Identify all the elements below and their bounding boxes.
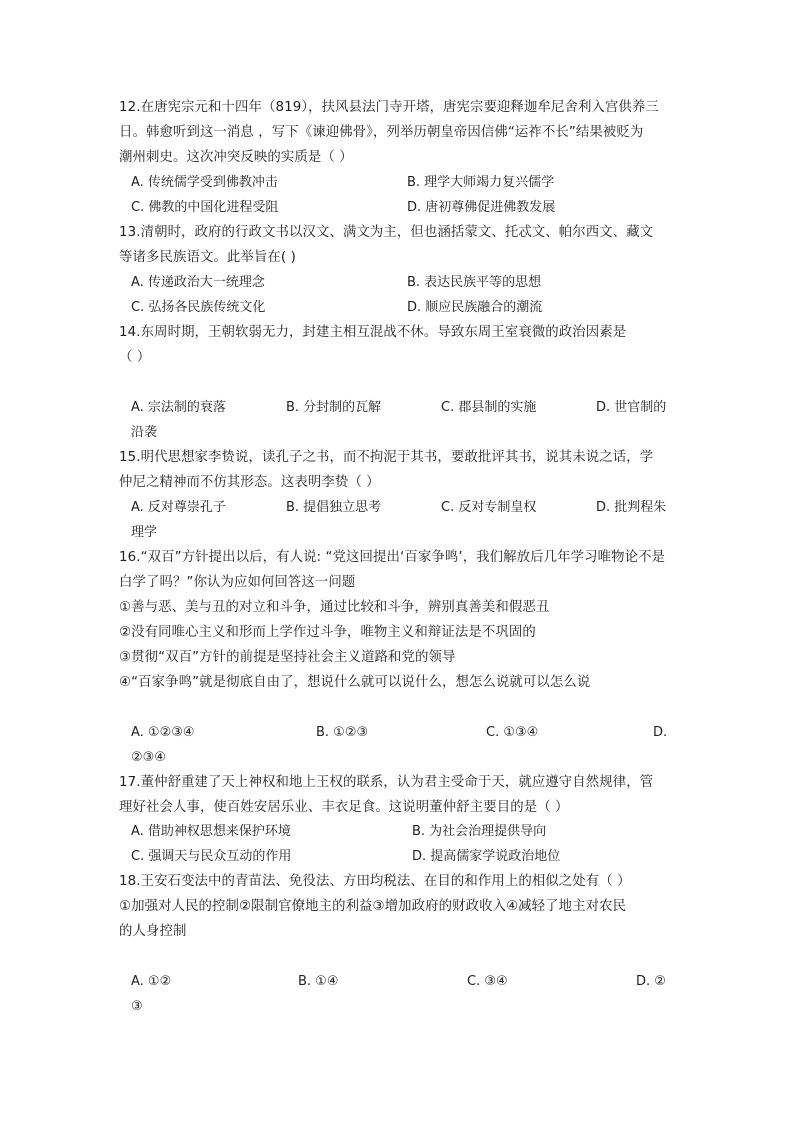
q16-statement-3: ③贯彻“双百”方针的前提是坚持社会主义道路和党的领导 <box>119 650 456 665</box>
q17-option-a[interactable]: A. 借助神权思想来保护环境 <box>131 824 291 839</box>
q18-stem-line-2: ①加强对人民的控制②限制官僚地主的利益③增加政府的财政收入④减轻了地主对农民 <box>119 899 627 914</box>
q17-option-d[interactable]: D. 提高儒家学说政治地位 <box>412 849 561 864</box>
q15-stem-line-1: 15.明代思想家李贽说，读孔子之书，而不拘泥于其书，要敢批评其书，说其未说之话，学 <box>119 450 654 465</box>
q18-option-c[interactable]: C. ③④ <box>467 974 508 989</box>
q17-option-c[interactable]: C. 强调天与民众互动的作用 <box>131 849 292 864</box>
q12-option-b[interactable]: B. 理学大师竭力复兴儒学 <box>407 175 555 190</box>
q16-statement-1: ①善与恶、美与丑的对立和斗争，通过比较和斗争，辨别真善美和假恶丑 <box>119 600 550 615</box>
q14-option-b[interactable]: B. 分封制的瓦解 <box>286 400 382 415</box>
q17-option-b[interactable]: B. 为社会治理提供导向 <box>412 824 547 839</box>
q16-statement-4: ④“百家争鸣”就是彻底自由了，想说什么就可以说什么，想怎么说就可以怎么说 <box>119 675 591 690</box>
q18-stem-line-1: 18.王安石变法中的青苗法、免役法、方田均税法、在目的和作用上的相似之处有（ ） <box>119 874 631 889</box>
q12-option-d[interactable]: D. 唐初尊佛促进佛教发展 <box>407 200 556 215</box>
q12-stem-line-2: 日。韩愈听到这一消息 ，写下《谏迎佛骨》，列举历朝皇帝因信佛“运祚不长”结果被贬为 <box>119 125 644 140</box>
q15-option-a[interactable]: A. 反对尊崇孔子 <box>131 500 226 515</box>
q13-option-c[interactable]: C. 弘扬各民族传统文化 <box>131 300 266 315</box>
q16-stem-line-2: 白学了吗？”你认为应如何回答这一问题 <box>119 575 356 590</box>
q14-option-d-wrap: 沿袭 <box>131 425 158 440</box>
q12-option-a[interactable]: A. 传统儒学受到佛教冲击 <box>131 175 278 190</box>
q18-option-d-wrap: ③ <box>131 999 143 1014</box>
q18-option-b[interactable]: B. ①④ <box>298 974 339 989</box>
q16-option-d-wrap: ②③④ <box>131 750 166 765</box>
q12-option-c[interactable]: C. 佛教的中国化进程受阻 <box>131 200 279 215</box>
q18-stem-line-3: 的人身控制 <box>119 924 187 939</box>
q16-option-c[interactable]: C. ①③④ <box>486 725 539 740</box>
q13-option-a[interactable]: A. 传递政治大一统理念 <box>131 275 265 290</box>
q15-option-d-wrap: 理学 <box>131 525 158 540</box>
q13-option-d[interactable]: D. 顺应民族融合的潮流 <box>407 300 543 315</box>
q16-option-a[interactable]: A. ①②③④ <box>131 725 195 740</box>
q13-stem-line-1: 13.清朝时，政府的行政文书以汉文、满文为主，但也涵括蒙文、托忒文、帕尔西文、藏文 <box>119 225 654 240</box>
q18-option-a[interactable]: A. ①② <box>131 974 172 989</box>
q14-option-d[interactable]: D. 世官制的 <box>596 400 667 415</box>
q16-statement-2: ②没有同唯心主义和形而上学作过斗争，唯物主义和辩证法是不巩固的 <box>119 625 536 640</box>
q15-option-c[interactable]: C. 反对专制皇权 <box>441 500 537 515</box>
q15-option-d[interactable]: D. 批判程朱 <box>596 500 667 515</box>
q17-stem-line-1: 17.董仲舒重建了天上神权和地上王权的联系，认为君主受命于天，就应遵守自然规律，管 <box>119 775 654 790</box>
q17-stem-line-2: 理好社会人事，使百姓安居乐业、丰衣足食。这说明董仲舒主要目的是（ ） <box>119 800 569 815</box>
q16-option-b[interactable]: B. ①②③ <box>316 725 369 740</box>
q14-stem-line-1: 14.东周时期，王朝软弱无力，封建主相互混战不休。导致东周王室衰微的政治因素是 <box>119 325 627 340</box>
q15-stem-line-2: 仲尼之精神而不仿其形态。这表明李贽（ ） <box>119 475 380 490</box>
q12-stem-line-1: 12.在唐宪宗元和十四年（819），扶风县法门寺开塔，唐宪宗要迎释迦牟尼舍利入宫供养三 <box>119 100 659 115</box>
q13-stem-line-2: 等诸多民族语文。此举旨在( ) <box>119 250 296 265</box>
q13-option-b[interactable]: B. 表达民族平等的思想 <box>407 275 542 290</box>
q12-stem-line-3: 潮州刺史。这次冲突反映的实质是（ ） <box>119 150 353 165</box>
q14-stem-line-2: （ ） <box>119 350 151 365</box>
q15-option-b[interactable]: B. 提倡独立思考 <box>286 500 382 515</box>
q14-option-c[interactable]: C. 郡县制的实施 <box>441 400 537 415</box>
q16-stem-line-1: 16.“双百”方针提出以后，有人说: “党这回提出‘百家争鸣’，我们解放后几年学习唯物论不是 <box>119 550 666 565</box>
q18-option-d[interactable]: D. ② <box>636 974 666 989</box>
q14-option-a[interactable]: A. 宗法制的衰落 <box>131 400 226 415</box>
q16-option-d[interactable]: D. <box>653 725 668 740</box>
